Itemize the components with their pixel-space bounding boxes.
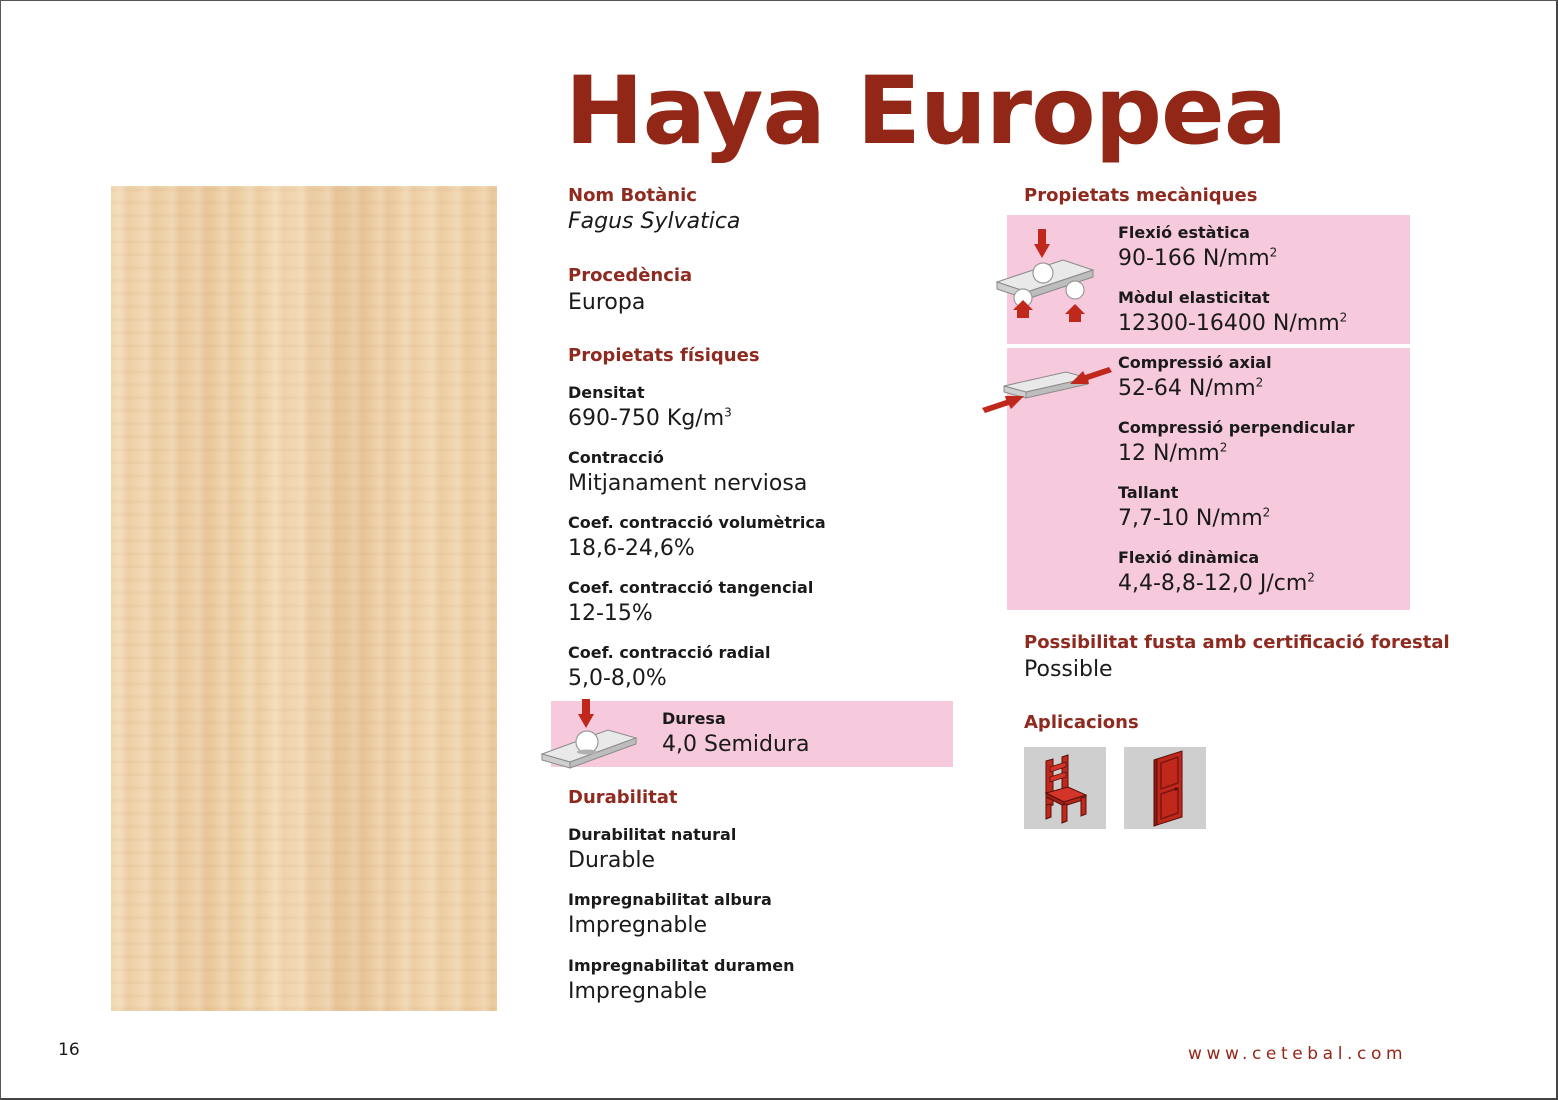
nom-botanic-value: Fagus Sylvatica	[568, 209, 741, 234]
flexio-estatica-label: Flexió estàtica	[1118, 223, 1250, 242]
certificacio-value: Possible	[1024, 657, 1113, 682]
flexio-dinamica-label: Flexió dinàmica	[1118, 548, 1260, 567]
axial-compression-test-icon	[980, 362, 1114, 414]
densitat-value: 690-750 $Kg/m^3$	[568, 405, 732, 431]
compressio-axial-value: 52-64 $N/mm^2$	[1118, 375, 1264, 401]
door-icon	[1124, 747, 1206, 829]
coef-volumetrica-value: 18,6-24,6%	[568, 536, 695, 561]
duresa-value: 4,0 Semidura	[662, 732, 810, 757]
contraccio-value: Mitjanament nerviosa	[568, 471, 808, 496]
application-chair-tile	[1024, 747, 1106, 829]
compressio-perpendicular-label: Compressió perpendicular	[1118, 418, 1355, 437]
tallant-value: 7,7-10 $N/mm^2$	[1118, 505, 1271, 531]
impregnabilitat-albura-value: Impregnable	[568, 913, 707, 938]
page-number: 16	[58, 1040, 80, 1060]
durabilitat-natural-label: Durabilitat natural	[568, 825, 737, 844]
aplicacions-heading: Aplicacions	[1024, 712, 1139, 733]
modul-elasticitat-value: 12300-16400 $N/mm^2$	[1118, 310, 1348, 336]
flexio-estatica-value: 90-166 $N/mm^2$	[1118, 245, 1278, 271]
coef-radial-value: 5,0-8,0%	[568, 666, 667, 691]
coef-tangencial-value: 12-15%	[568, 601, 653, 626]
coef-volumetrica-label: Coef. contracció volumètrica	[568, 513, 826, 532]
densitat-label: Densitat	[568, 383, 645, 402]
static-bending-test-icon	[993, 226, 1099, 326]
hardness-test-icon	[538, 696, 642, 772]
modul-elasticitat-label: Mòdul elasticitat	[1118, 288, 1270, 307]
application-door-tile	[1124, 747, 1206, 829]
procedencia-heading: Procedència	[568, 265, 693, 286]
coef-tangencial-label: Coef. contracció tangencial	[568, 578, 814, 597]
page-title: Haya Europea	[565, 57, 1287, 166]
contraccio-label: Contracció	[568, 448, 664, 467]
propietats-fisiques-heading: Propietats físiques	[568, 345, 760, 366]
chair-icon	[1024, 747, 1106, 829]
impregnabilitat-duramen-value: Impregnable	[568, 979, 707, 1004]
procedencia-value: Europa	[568, 290, 646, 315]
compressio-perpendicular-value: 12 $N/mm^2$	[1118, 440, 1228, 466]
compressio-axial-label: Compressió axial	[1118, 353, 1272, 372]
coef-radial-label: Coef. contracció radial	[568, 643, 771, 662]
durabilitat-heading: Durabilitat	[568, 787, 678, 808]
wood-sample-image	[111, 186, 497, 1011]
duresa-label: Duresa	[662, 709, 726, 728]
impregnabilitat-duramen-label: Impregnabilitat duramen	[568, 956, 795, 975]
tallant-label: Tallant	[1118, 483, 1179, 502]
certificacio-heading: Possibilitat fusta amb certificació forestal	[1024, 632, 1450, 653]
propietats-mecaniques-heading: Propietats mecàniques	[1024, 185, 1258, 206]
impregnabilitat-albura-label: Impregnabilitat albura	[568, 890, 772, 909]
durabilitat-natural-value: Durable	[568, 848, 656, 873]
nom-botanic-heading: Nom Botànic	[568, 185, 697, 206]
flexio-dinamica-value: 4,4-8,8-12,0 $J/cm^2$	[1118, 570, 1315, 596]
website-url[interactable]: www.cetebal.com	[1188, 1044, 1408, 1064]
